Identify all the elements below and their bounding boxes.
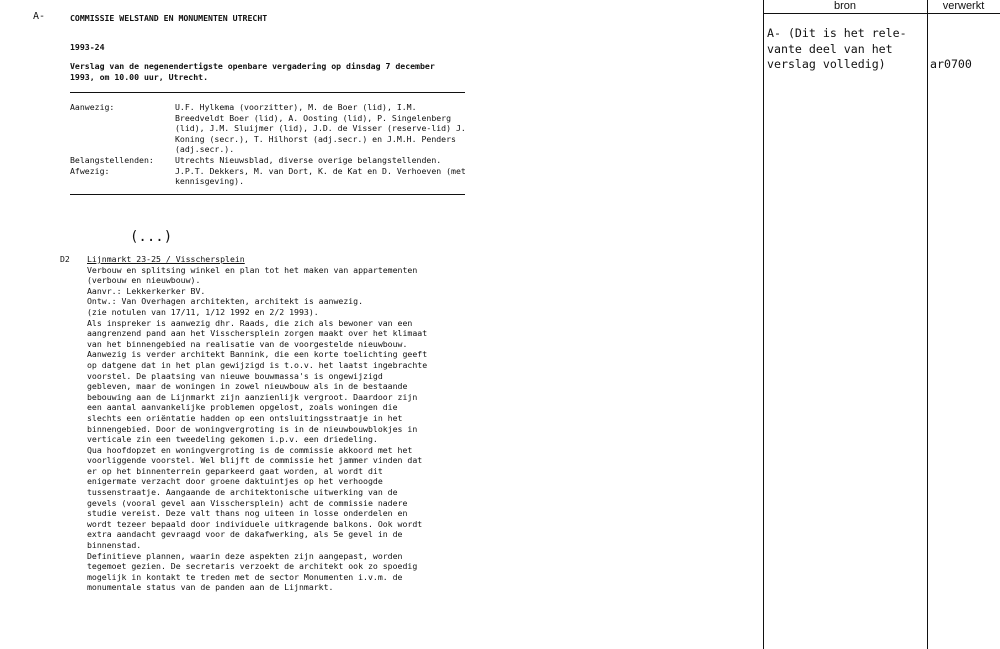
item-line: mogelijk in kontakt te treden met de sector Monumenten i.v.m. de bbox=[87, 571, 403, 582]
item-line: voorstel. De plaatsing van nieuwe bouwmassa's is ongewijzigd bbox=[87, 370, 383, 381]
item-line: gebleven, maar de woningen in zowel nieuwbouw als in de bestaande bbox=[87, 381, 408, 392]
present-label: Aanwezig: bbox=[70, 102, 115, 112]
item-line: Ontw.: Van Overhagen architekten, architekt is aanwezig. bbox=[87, 296, 364, 307]
report-line: 1993, om 10.00 uur, Utrecht. bbox=[70, 71, 209, 82]
present-line: (adj.secr.). bbox=[175, 144, 235, 155]
absent-list bbox=[175, 166, 466, 187]
col-header-verwerkt: verwerkt bbox=[942, 0, 985, 12]
item-line: verticale zin een tweedeling gekomen i.p.v. een driedeling. bbox=[87, 434, 378, 445]
item-line: tussenstraatje. Aangaande de architektonische uitwerking van de bbox=[87, 487, 398, 498]
margin-mark: A- bbox=[33, 11, 46, 22]
bron-note-line: vante deel van het bbox=[767, 41, 893, 56]
attendance-block bbox=[70, 102, 466, 187]
item-line: monumentale status van de panden aan de Lijnmarkt. bbox=[87, 582, 334, 593]
item-line: (verbouw en nieuwbouw). bbox=[87, 275, 201, 286]
stakeholders-label: Belangstellenden: bbox=[70, 154, 154, 165]
absent-line: kennisgeving). bbox=[175, 176, 245, 187]
item-line: voorliggende voorstel. Wel blijft de commissie het jammer vinden dat bbox=[87, 455, 423, 466]
item-line: gevels (vooral gevel aan Visschersplein) acht de commissie nadere bbox=[87, 497, 408, 508]
commission-title: COMMISSIE WELSTAND EN MONUMENTEN UTRECHT bbox=[70, 13, 268, 23]
present-line: (lid), J.M. Sluijmer (lid), J.D. de Visser (reserve-lid) J. bbox=[175, 123, 466, 134]
item-line: er op het binnenterrein geparkeerd gaat worden, al wordt dit bbox=[87, 465, 383, 476]
item-line: (zie notulen van 17/11, 1/12 1992 en 2/2 1993). bbox=[87, 306, 319, 317]
agenda-item bbox=[87, 254, 427, 593]
item-line: Aanwezig is verder architekt Bannink, die een korte toelichting geeft bbox=[87, 349, 428, 360]
item-line: slechts een oriëntatie hadden op een ontsluitingsstraatje in het bbox=[87, 412, 403, 423]
item-line: op datgene dat in het plan gewijzigd is t.o.v. het laatst ingebrachte bbox=[87, 359, 428, 370]
report-line: Verslag van de negenendertigste openbare vergadering op dinsdag 7 december bbox=[70, 61, 435, 71]
item-line: aangrenzend pand aan het Visschersplein zorgen maakt over het klimaat bbox=[87, 328, 428, 339]
item-line: Qua hoofdopzet en woningvergroting is de commissie akkoord met het bbox=[87, 444, 413, 455]
divider-top bbox=[70, 92, 465, 93]
report-description bbox=[70, 61, 435, 82]
item-line: Definitieve plannen, waarin deze aspekten zijn aangepast, worden bbox=[87, 550, 403, 561]
col-header-bron: bron bbox=[833, 0, 857, 12]
column-divider-left bbox=[763, 0, 764, 649]
item-line: tegemoet gezien. De secretaris verzoekt de architekt ook zo spoedig bbox=[87, 561, 418, 572]
divider-bottom bbox=[70, 194, 465, 195]
item-line: bebouwing aan de Lijnmarkt zijn aanzienlijk vergroot. Daardoor zijn bbox=[87, 391, 418, 402]
absent-line: J.P.T. Dekkers, M. van Dort, K. de Kat en D. Verhoeven (met bbox=[175, 165, 466, 176]
item-heading: Lijnmarkt 23-25 / Visschersplein bbox=[87, 254, 245, 264]
item-line: studie vereist. Deze valt thans nog uiteen in losse onderdelen en bbox=[87, 508, 408, 519]
bron-note bbox=[767, 26, 907, 73]
item-code: D2 bbox=[60, 254, 70, 264]
item-line: binnengebied. Door de woningvergroting is in de nieuwbouwblokjes in bbox=[87, 423, 418, 434]
bron-note-line: verslag volledig) bbox=[767, 57, 886, 71]
bron-note-line: A- (Dit is het rele- bbox=[767, 26, 907, 40]
absent-label: Afwezig: bbox=[70, 165, 110, 176]
item-line: van het binnengebied na realisatie van de voorgestelde nieuwbouw. bbox=[87, 338, 408, 349]
verwerkt-code: ar0700 bbox=[930, 57, 972, 71]
item-line: enigermate verzacht door groene daktuintjes op het verhoogde bbox=[87, 476, 383, 487]
item-line: een aantal aanvankelijke problemen opgelost, zoals woningen die bbox=[87, 402, 398, 413]
present-line: U.F. Hylkema (voorzitter), M. de Boer (lid), I.M. bbox=[175, 102, 417, 112]
item-line: binnenstad. bbox=[87, 540, 142, 551]
item-line: wordt tezeer bepaald door individuele uitkragende balkons. Ook wordt bbox=[87, 518, 423, 529]
report-year: 1993-24 bbox=[70, 42, 105, 52]
present-line: Koning (secr.), T. Hilhorst (adj.secr.) en J.M.H. Penders bbox=[175, 133, 456, 144]
item-line: extra aandacht gevraagd voor de dakafwerking, als 5e gevel in de bbox=[87, 529, 403, 540]
item-line: Als inspreker is aanwezig dhr. Raads, die zich als bewoner van een bbox=[87, 317, 413, 328]
stakeholders-text: Utrechts Nieuwsblad, diverse overige belangstellenden. bbox=[175, 154, 442, 165]
header-underline bbox=[763, 13, 1000, 14]
column-divider-right bbox=[927, 0, 928, 649]
item-line: Aanvr.: Lekkerkerker BV. bbox=[87, 285, 206, 296]
item-body bbox=[87, 265, 427, 593]
item-line: Verbouw en splitsing winkel en plan tot het maken van appartementen bbox=[87, 264, 418, 275]
omission-ellipsis: (...) bbox=[130, 229, 173, 245]
present-line: Breedveldt Boer (lid), A. Oosting (lid), P. Singelenberg bbox=[175, 112, 452, 123]
present-list bbox=[175, 102, 466, 155]
